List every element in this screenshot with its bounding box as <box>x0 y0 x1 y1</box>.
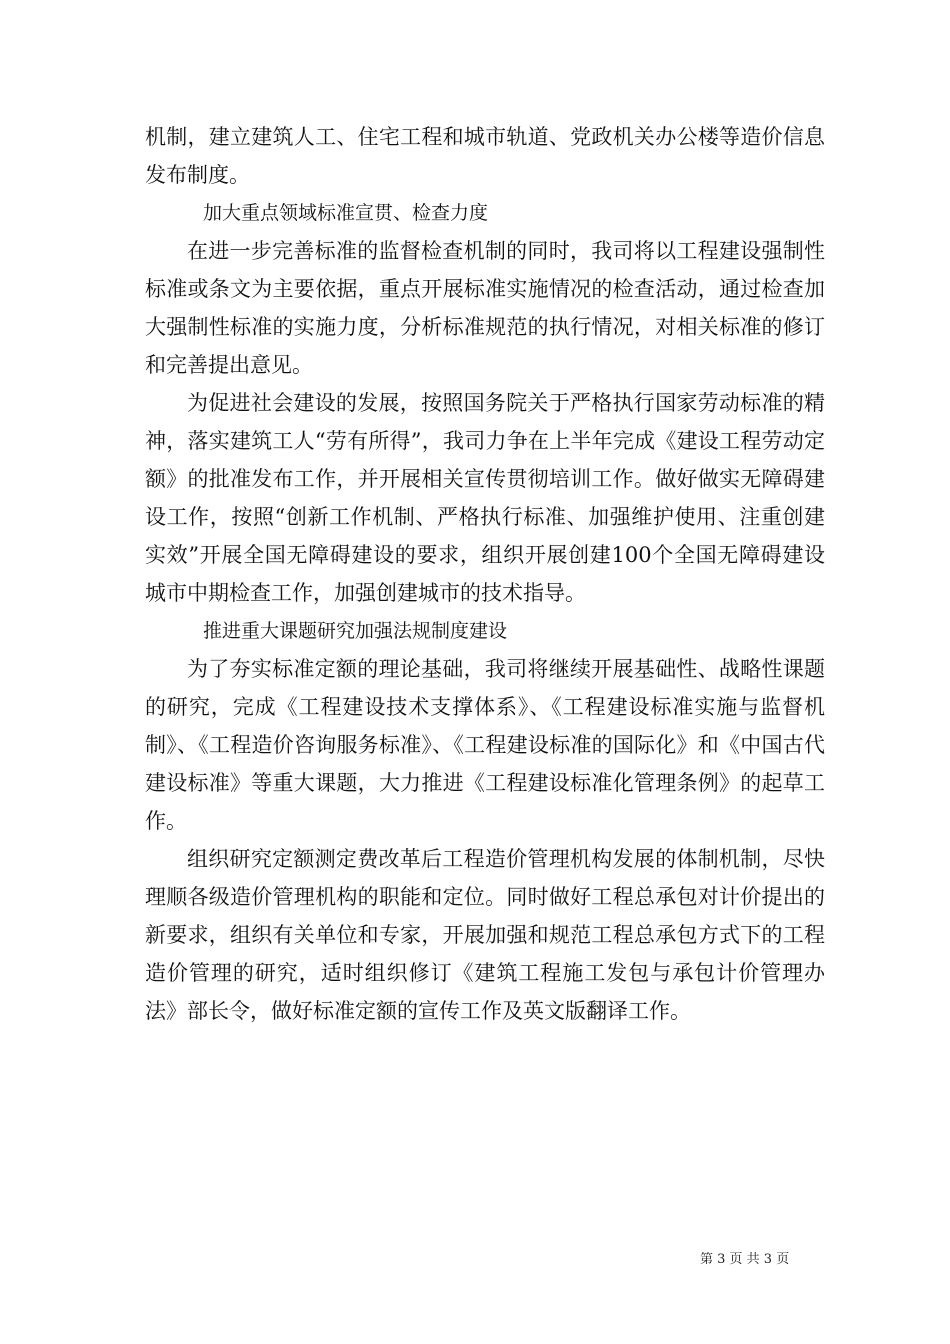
paragraph-research-topics: 为了夯实标准定额的理论基础，我司将继续开展基础性、战略性课题的研究，完成《工程建设技术支撑体系》、《工程建设标准实施与监督机制》、《工程造价咨询服务标准》、《工程建设标准的国际化》和《中国古代建设标准》等重大课题，大力推进《工程建设标准化管理条例》的起草工作。 <box>145 657 825 833</box>
paragraph-cost-management: 组织研究定额测定费改革后工程造价管理机构发展的体制机制，尽快理顺各级造价管理机构的职能和定位。同时做好工程总承包对计价提出的新要求，组织有关单位和专家，开展加强和规范工程总承包方式下的工程造价管理的研究，适时组织修订《建筑工程施工发包与承包计价管理办法》部长令，做好标准定额的宣传工作及英文版翻译工作。 <box>145 847 825 1023</box>
section-heading-research-regulation: 推进重大课题研究加强法规制度建设 <box>203 620 508 642</box>
page-number-footer: 第 3 页 共 3 页 <box>700 1252 790 1267</box>
document-body <box>145 118 825 1030</box>
paragraph-labor-quota: 为促进社会建设的发展，按照国务院关于严格执行国家劳动标准的精神，落实建筑工人“劳有所得”，我司力争在上半年完成《建设工程劳动定额》的批准发布工作，并开展相关宣传贯彻培训工作。做好做实无障碍建设工作，按照“创新工作机制、严格执行标准、加强维护使用、注重创建实效”开展全国无障碍建设的要求，组织开展创建100个全国无障碍建设城市中期检查工作，加强创建城市的技术指导。 <box>145 391 825 605</box>
paragraph-inspection: 在进一步完善标准的监督检查机制的同时，我司将以工程建设强制性标准或条文为主要依据，重点开展标准实施情况的检查活动，通过检查加大强制性标准的实施力度，分析标准规范的执行情况，对相关标准的修订和完善提出意见。 <box>145 239 825 377</box>
section-heading-standards-inspection: 加大重点领域标准宣贯、检查力度 <box>203 202 489 224</box>
paragraph-continuation: 机制，建立建筑人工、住宅工程和城市轨道、党政机关办公楼等造价信息发布制度。 <box>145 125 825 187</box>
